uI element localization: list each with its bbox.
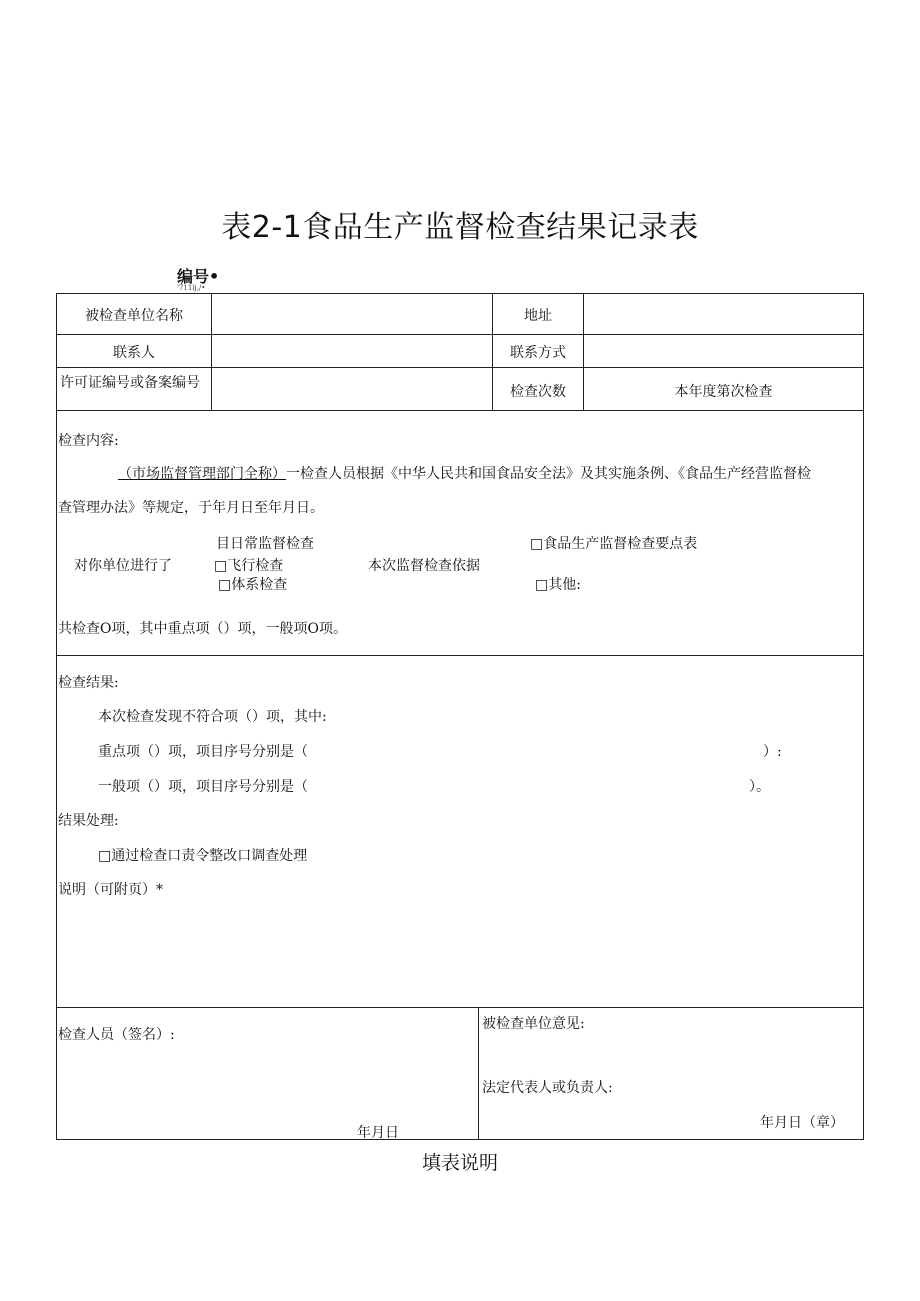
result-line-general-items: 一般项（）项，项目序号分别是（ bbox=[98, 779, 308, 795]
check-summary: 共检查O项，其中重点项（）项，一般项O项。 bbox=[58, 621, 347, 637]
legal-representative-label: 法定代表人或负责人: bbox=[482, 1080, 613, 1096]
basis-label: 本次监督检查依据 bbox=[368, 558, 480, 574]
option-points-table[interactable]: □食品生产监督检查要点表 bbox=[530, 536, 698, 552]
contact-method-label: 联系方式 bbox=[510, 345, 566, 361]
unit-name-field[interactable] bbox=[213, 295, 491, 333]
unit-date-stamp: 年月日（章） bbox=[760, 1115, 844, 1131]
option-system-check[interactable]: □体系检查 bbox=[218, 577, 288, 593]
address-field[interactable] bbox=[585, 295, 862, 333]
option-flight-check[interactable]: □飞行检查 bbox=[214, 558, 284, 574]
contact-method-field[interactable] bbox=[585, 336, 862, 366]
result-heading: 检查结果: bbox=[58, 675, 119, 691]
handling-options[interactable]: □通过检查口责令整改口调查处理 bbox=[98, 848, 308, 864]
result-line-general-items-end: ）。 bbox=[749, 779, 770, 795]
department-placeholder: （市场监督管理部门全称） bbox=[118, 466, 286, 482]
filling-instructions-heading: 填表说明 bbox=[421, 1152, 498, 1174]
result-line-nonconform: 本次检查发现不符合项（）项，其中: bbox=[98, 709, 327, 725]
handling-heading: 结果处理: bbox=[58, 813, 119, 829]
unit-name-label: 被检查单位名称 bbox=[85, 308, 183, 324]
content-paragraph bbox=[118, 463, 811, 483]
inspect-count-value: 本年度第次检查 bbox=[674, 384, 773, 400]
result-line-key-items: 重点项（）项，项目序号分别是（ bbox=[98, 744, 308, 760]
content-paragraph-rest: 一检查人员根据《中华人民共和国食品安全法》及其实施条例、《食品生产经营监督检 bbox=[286, 466, 811, 482]
content-heading: 检查内容: bbox=[58, 433, 119, 449]
address-label: 地址 bbox=[524, 308, 552, 324]
inspect-count-label: 检查次数 bbox=[510, 384, 566, 400]
license-label: 许可证编号或备案编号 bbox=[60, 375, 200, 391]
license-field[interactable] bbox=[213, 369, 491, 409]
serial-number-value: '711lj,/• bbox=[177, 284, 206, 292]
result-line-key-items-end: ）: bbox=[763, 744, 782, 760]
inspector-signature-label: 检查人员（签名）: bbox=[58, 1027, 175, 1043]
contact-person-label: 联系人 bbox=[113, 345, 155, 361]
inspector-date: 年月日 bbox=[357, 1125, 399, 1141]
option-daily-check[interactable]: 目日常监督检查 bbox=[216, 536, 314, 552]
unit-did-label: 对你单位进行了 bbox=[74, 558, 172, 574]
note-label: 说明（可附页）* bbox=[58, 882, 163, 898]
contact-person-field[interactable] bbox=[213, 336, 491, 366]
unit-opinion-label: 被检查单位意见: bbox=[482, 1016, 585, 1032]
page-title: 表2-1食品生产监督检查结果记录表 bbox=[221, 210, 699, 245]
serial-number-label: 编号• bbox=[177, 267, 220, 286]
content-paragraph-2: 查管理办法》等规定，于年月日至年月日。 bbox=[58, 500, 324, 516]
option-other[interactable]: □其他: bbox=[535, 577, 581, 593]
